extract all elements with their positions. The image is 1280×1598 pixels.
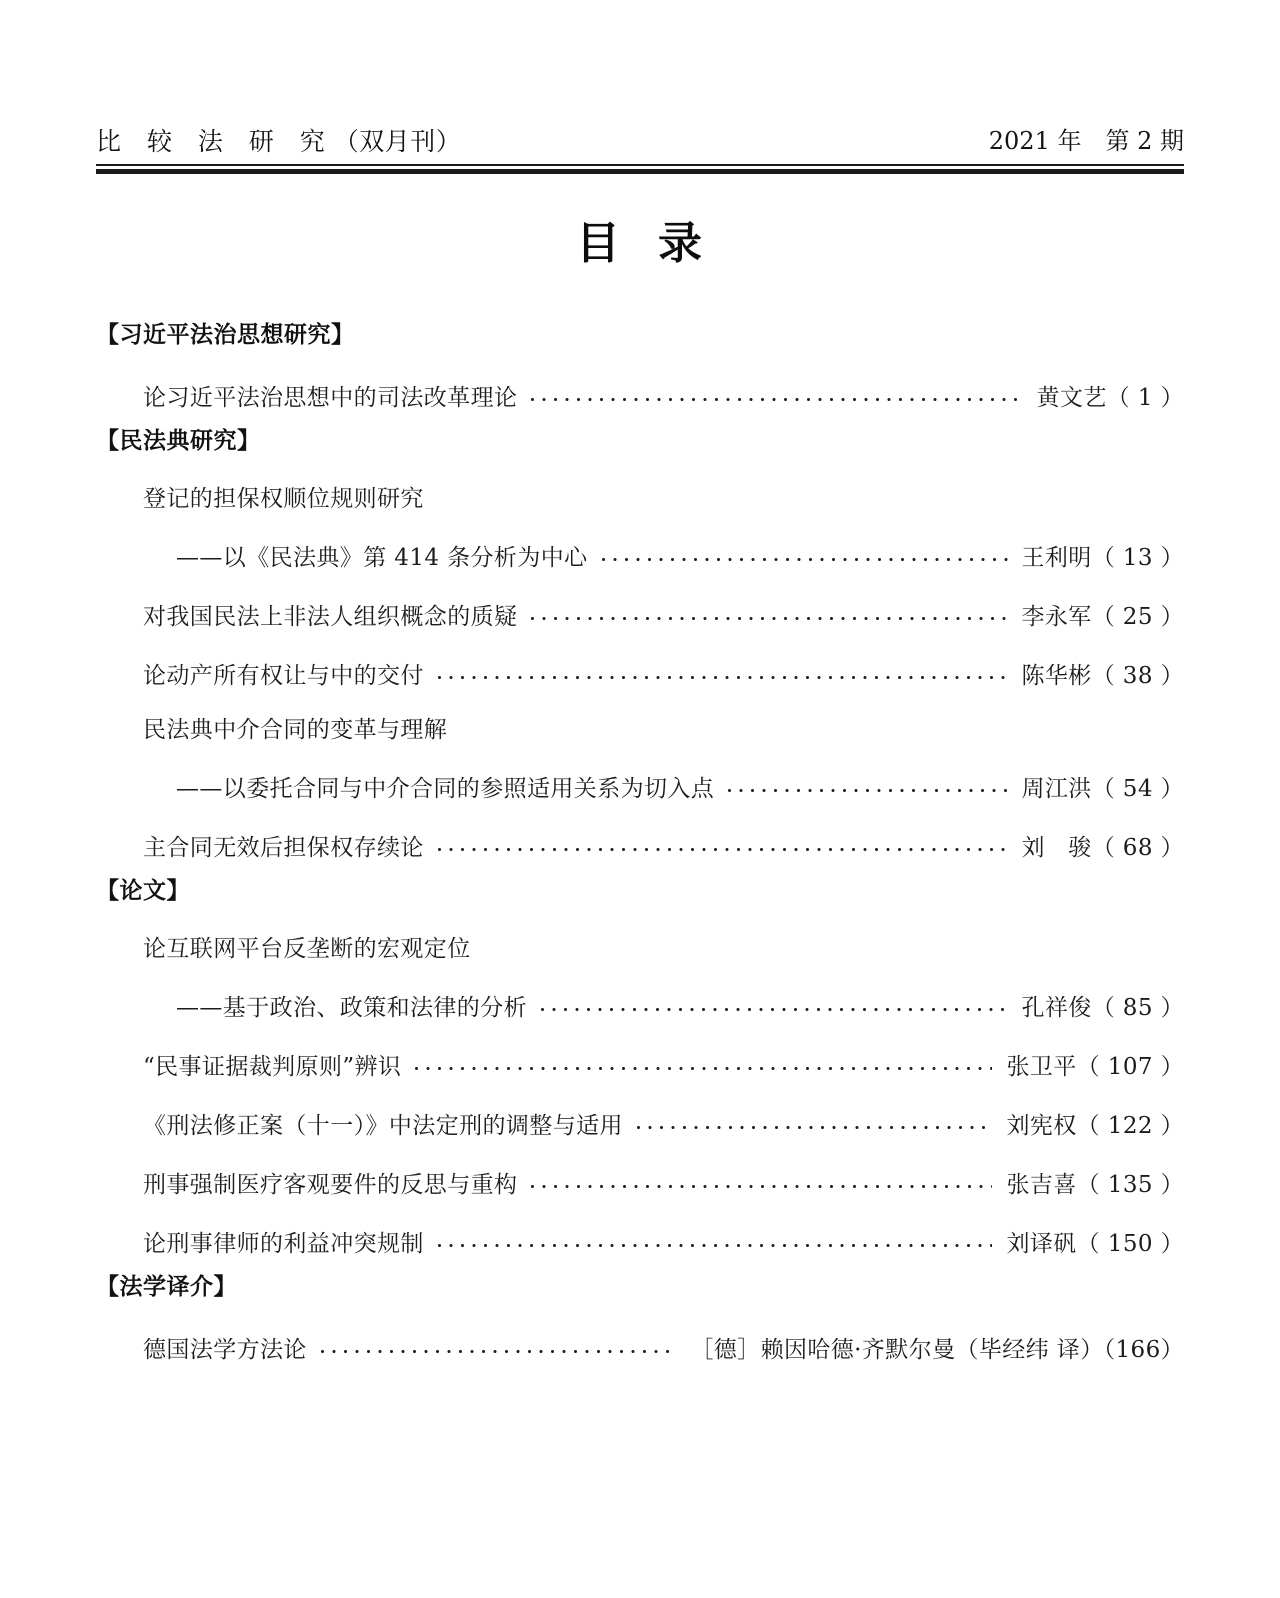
dot-leader — [602, 542, 1008, 565]
toc-entry[interactable] — [96, 1020, 1184, 1079]
dot-leader — [438, 1228, 993, 1251]
toc-entry-author-page: 孔祥俊（ 85 ） — [1021, 995, 1184, 1021]
toc-entry-author-page: 张卫平（ 107 ） — [1006, 1054, 1184, 1080]
journal-name-main: 比 较 法 研 究 — [96, 127, 334, 156]
toc-entry-title: 论习近平法治思想中的司法改革理论 — [143, 385, 518, 411]
toc-entry-author-page: 周江洪（ 54 ） — [1021, 776, 1184, 802]
dot-leader — [541, 992, 1008, 1015]
toc-entry-title: 对我国民法上非法人组织概念的质疑 — [143, 604, 518, 630]
toc-entry-subtitle: ——以《民法典》第 414 条分析为中心 — [176, 545, 588, 571]
dot-leader — [531, 601, 1007, 624]
toc-entry-author-page: ［德］赖因哈德·齐默尔曼（毕经纬 译）（166） — [690, 1337, 1184, 1363]
toc-entry-subtitle: ——以委托合同与中介合同的参照适用关系为切入点 — [176, 776, 715, 802]
toc-entry-author-page: 刘 骏（ 68 ） — [1021, 835, 1184, 861]
page-title — [96, 218, 1184, 269]
section-heading-civil-code: 【民法典研究】 — [96, 428, 261, 454]
toc-entry[interactable] — [96, 1138, 1184, 1197]
toc-entry-title-line[interactable] — [96, 688, 1184, 742]
toc-entry-title: 论互联网平台反垄断的宏观定位 — [143, 936, 471, 962]
section-heading-articles: 【论文】 — [96, 878, 190, 904]
toc-entry[interactable] — [96, 570, 1184, 629]
issue-label: 2021 年 第 2 期 — [988, 127, 1184, 155]
toc-entry-title-line[interactable] — [96, 907, 1184, 961]
section-heading-xi-jinping: 【习近平法治思想研究】 — [96, 322, 355, 348]
toc-entry[interactable] — [96, 629, 1184, 688]
toc-entry-title: 民法典中介合同的变革与理解 — [143, 717, 448, 743]
page-title-char-1: 目 — [576, 218, 622, 269]
toc-entry-author-page: 刘宪权（ 122 ） — [1006, 1113, 1184, 1139]
dot-leader — [728, 773, 1007, 796]
masthead — [96, 0, 1184, 154]
dot-leader — [321, 1334, 677, 1357]
journal-name-suffix: （双月刊） — [333, 127, 462, 156]
journal-name — [96, 129, 461, 154]
toc-entry-subtitle-line[interactable] — [96, 742, 1184, 801]
toc-entry-title: 《刑法修正案（十一）》中法定刑的调整与适用 — [143, 1113, 623, 1139]
dot-leader — [438, 660, 1008, 683]
toc-entry-title: 刑事强制医疗客观要件的反思与重构 — [143, 1172, 518, 1198]
toc-entry-title: 德国法学方法论 — [143, 1337, 307, 1363]
toc-entry-title: 登记的担保权顺位规则研究 — [143, 486, 424, 512]
dot-leader — [415, 1051, 992, 1074]
masthead-rule — [96, 164, 1184, 174]
page-title-char-2: 录 — [658, 218, 704, 269]
rule-thick — [96, 169, 1184, 175]
dot-leader — [531, 1169, 992, 1192]
toc-entry-author-page: 王利明（ 13 ） — [1021, 545, 1184, 571]
dot-leader — [438, 832, 1008, 855]
toc-entry[interactable] — [96, 1079, 1184, 1138]
toc-entry-author-page: 黄文艺（ 1 ） — [1036, 385, 1184, 411]
toc-entry-subtitle-line[interactable] — [96, 961, 1184, 1020]
toc-entry-title: 主合同无效后担保权存续论 — [143, 835, 424, 861]
toc-entry[interactable] — [96, 1197, 1184, 1256]
toc-entry-author-page: 张吉喜（ 135 ） — [1006, 1172, 1184, 1198]
toc-entry[interactable] — [96, 801, 1184, 860]
toc-entry-subtitle: ——基于政治、政策和法律的分析 — [176, 995, 527, 1021]
toc-entry[interactable] — [96, 1303, 1184, 1362]
dot-leader — [531, 382, 1022, 405]
toc-entry-author-page: 李永军（ 25 ） — [1021, 604, 1184, 630]
toc-entry-title-line[interactable] — [96, 457, 1184, 511]
toc-entry-subtitle-line[interactable] — [96, 511, 1184, 570]
toc-entry-author-page: 陈华彬（ 38 ） — [1021, 663, 1184, 689]
toc-entry-title: 论动产所有权让与中的交付 — [143, 663, 424, 689]
dot-leader — [637, 1110, 993, 1133]
table-of-contents — [96, 304, 1184, 1362]
toc-entry-author-page: 刘译矾（ 150 ） — [1006, 1231, 1184, 1257]
toc-entry-title: 论刑事律师的利益冲突规制 — [143, 1231, 424, 1257]
toc-entry[interactable] — [96, 351, 1184, 410]
section-heading-translations: 【法学译介】 — [96, 1274, 237, 1300]
toc-entry-title: “民事证据裁判原则”辨识 — [143, 1054, 402, 1080]
